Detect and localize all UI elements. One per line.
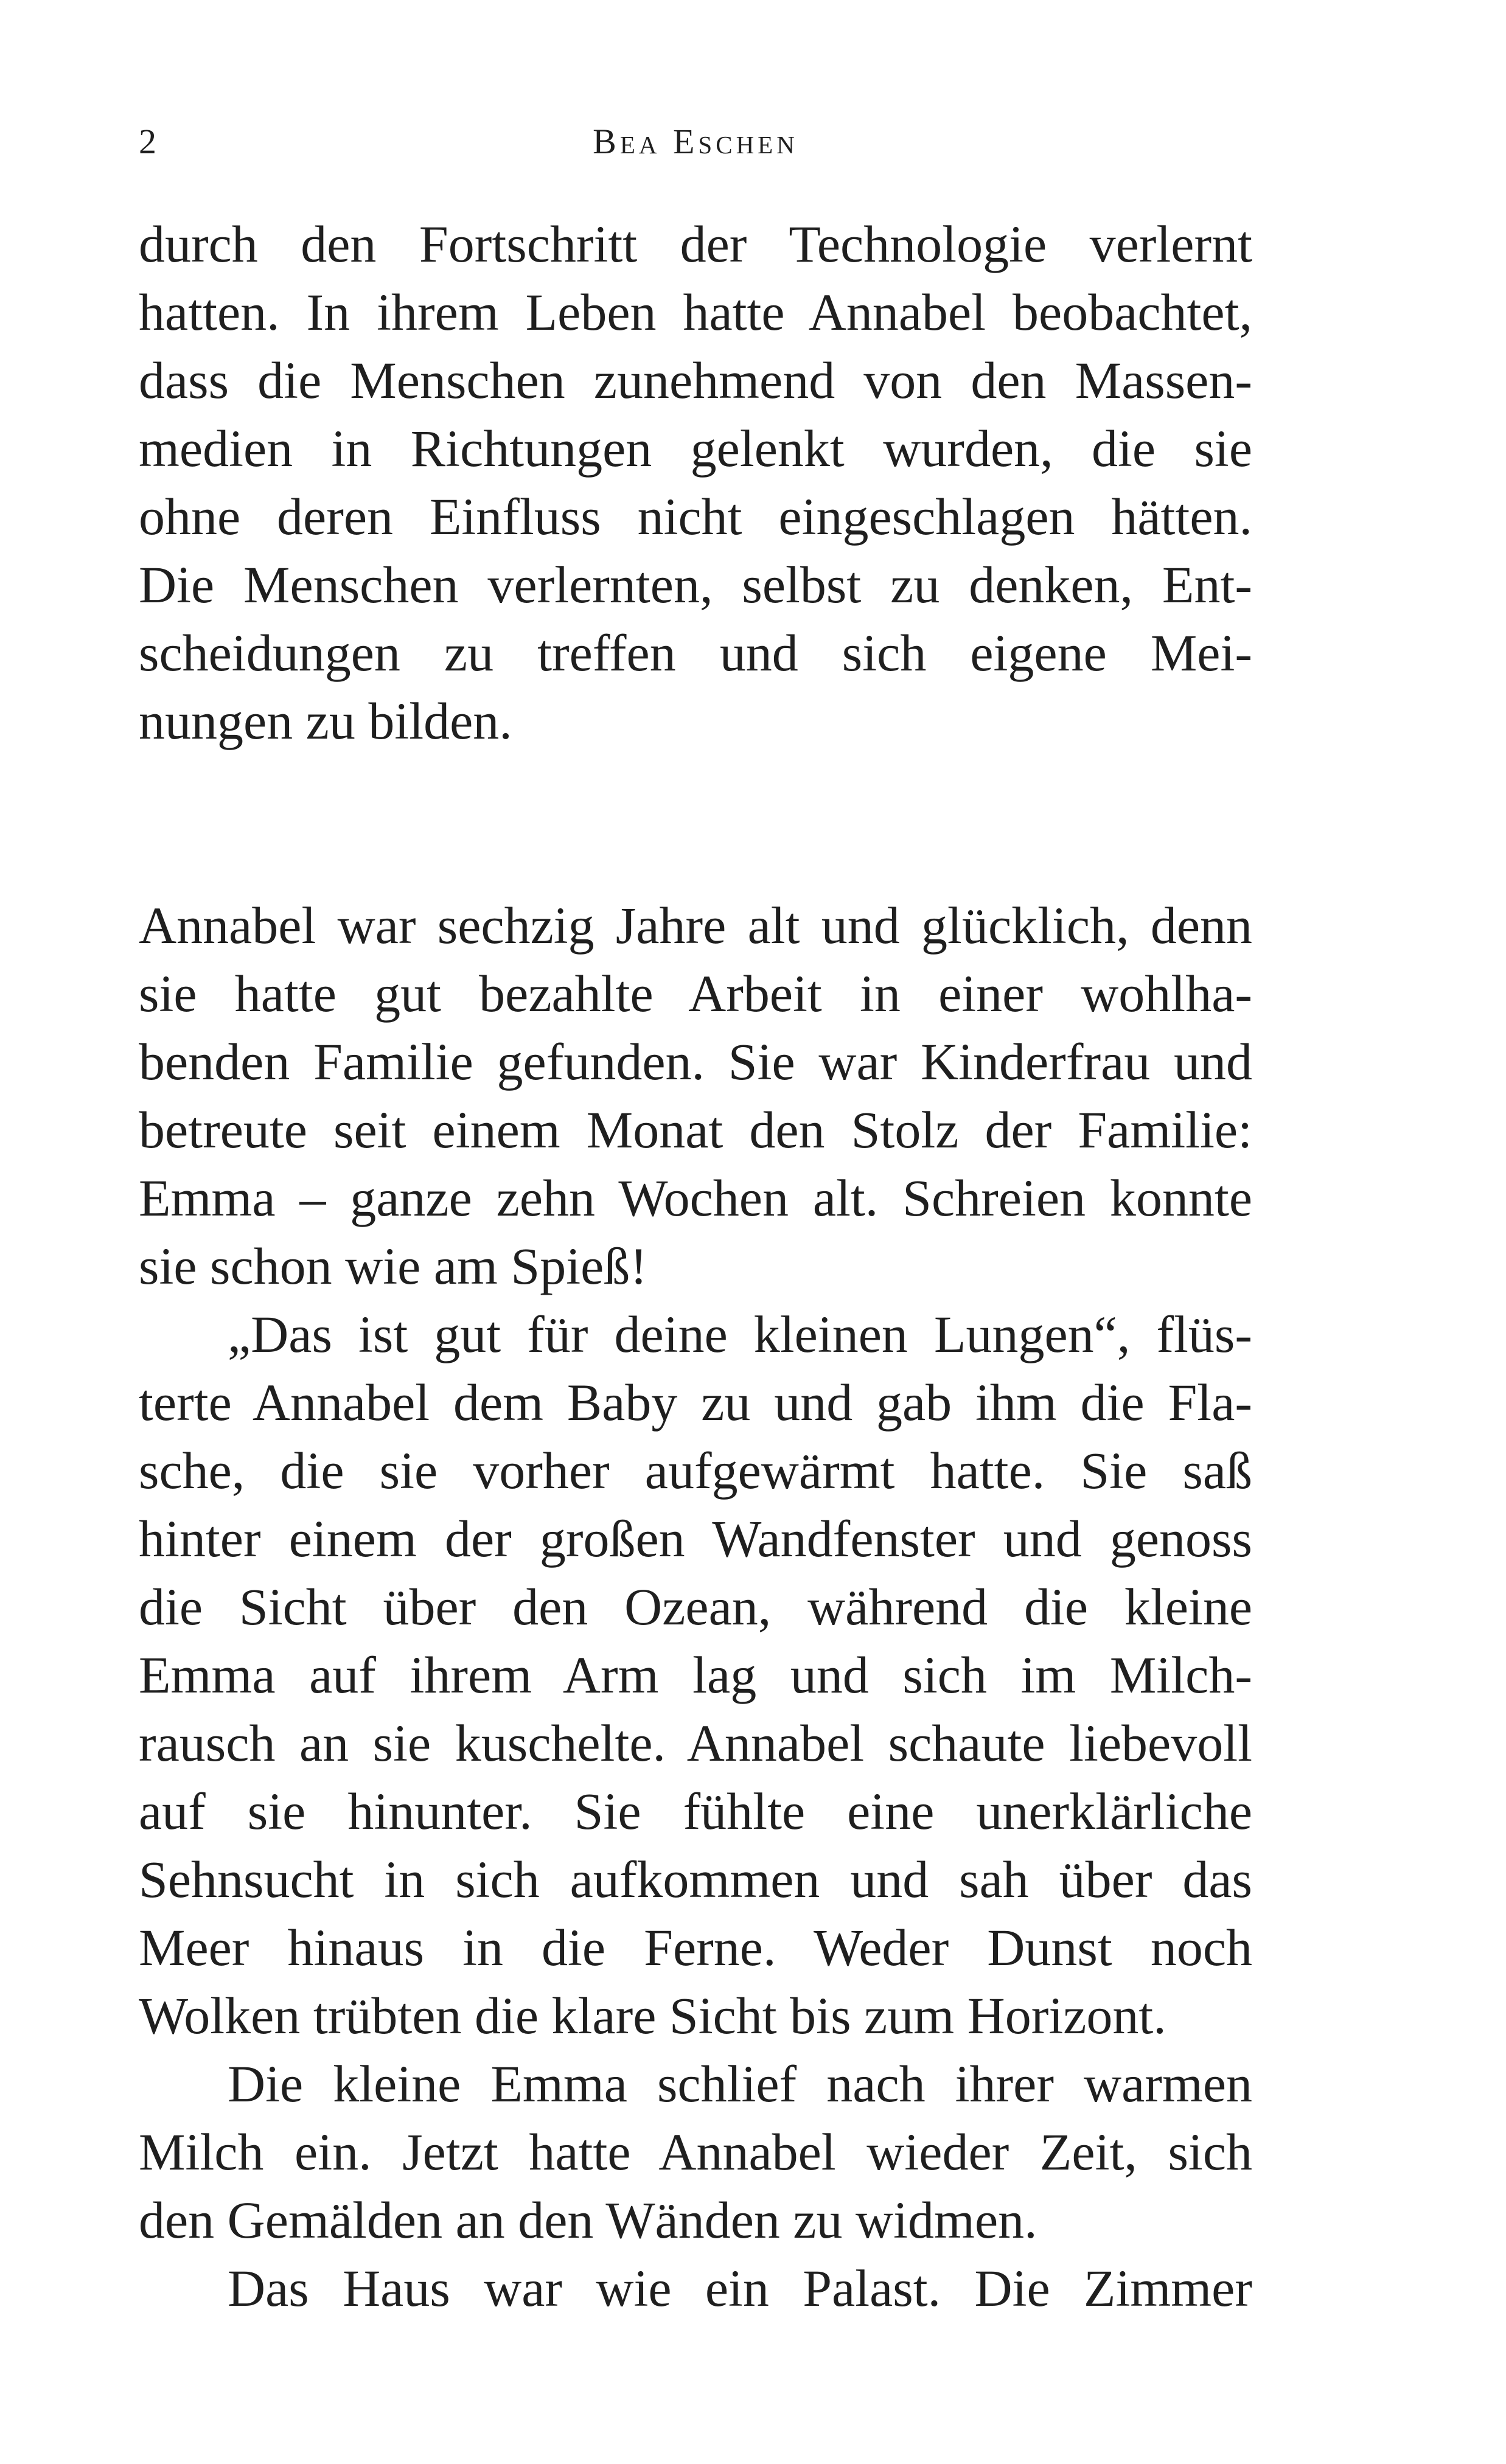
text-line: medien in Richtungen gelenkt wurden, die sie	[139, 419, 1252, 478]
text-line: Emma auf ihrem Arm lag und sich im Milch-	[139, 1646, 1252, 1704]
text-line: sie schon wie am Spieß!	[139, 1237, 647, 1295]
text-line: durch den Fortschritt der Technologie verlernt	[139, 215, 1252, 273]
running-head-author: Bea Eschen	[593, 122, 798, 161]
text-line: hinter einem der großen Wandfenster und genoss	[139, 1509, 1252, 1568]
text-line: Milch ein. Jetzt hatte Annabel wieder Zeit, sich	[139, 2123, 1252, 2181]
text-line: benden Familie gefunden. Sie war Kinderfrau und	[139, 1032, 1252, 1091]
text-line: Wolken trübten die klare Sicht bis zum Horizont.	[139, 1986, 1166, 2045]
text-line: den Gemälden an den Wänden zu widmen.	[139, 2191, 1037, 2249]
text-line: Emma – ganze zehn Wochen alt. Schreien konnte	[139, 1169, 1252, 1227]
text-line: hatten. In ihrem Leben hatte Annabel beobachtet,	[139, 283, 1252, 341]
text-block-1	[139, 210, 1252, 755]
text-line: Sehnsucht in sich aufkommen und sah über das	[139, 1850, 1252, 1909]
text-line: sche, die sie vorher aufgewärmt hatte. Sie saß	[139, 1441, 1252, 1500]
text-line: Die kleine Emma schlief nach ihrer warmen	[228, 2055, 1252, 2113]
text-block-2	[139, 891, 1252, 2322]
page-header	[139, 120, 1252, 163]
text-line: rausch an sie kuschelte. Annabel schaute liebevoll	[139, 1714, 1252, 1772]
text-line: Annabel war sechzig Jahre alt und glücklich, denn	[139, 896, 1252, 955]
text-line: dass die Menschen zunehmend von den Massen-	[139, 351, 1252, 409]
text-line: Meer hinaus in die Ferne. Weder Dunst noch	[139, 1918, 1252, 1977]
text-line: scheidungen zu treffen und sich eigene Mei-	[139, 624, 1252, 682]
text-line: die Sicht über den Ozean, während die kleine	[139, 1578, 1252, 1636]
text-line: ohne deren Einfluss nicht eingeschlagen hätten.	[139, 487, 1252, 546]
text-line: betreute seit einem Monat den Stolz der Familie:	[139, 1101, 1252, 1159]
page-number: 2	[139, 122, 156, 161]
text-line: terte Annabel dem Baby zu und gab ihm die Fla-	[139, 1373, 1252, 1432]
text-line: sie hatte gut bezahlte Arbeit in einer wohlha-	[139, 964, 1252, 1023]
text-line: auf sie hinunter. Sie fühlte eine unerklärliche	[139, 1782, 1252, 1840]
text-line: nungen zu bilden.	[139, 692, 512, 750]
text-line: „Das ist gut für deine kleinen Lungen“, flüs-	[228, 1305, 1252, 1363]
text-line: Die Menschen verlernten, selbst zu denken, Ent-	[139, 555, 1252, 614]
text-line: Das Haus war wie ein Palast. Die Zimmer	[228, 2259, 1252, 2317]
